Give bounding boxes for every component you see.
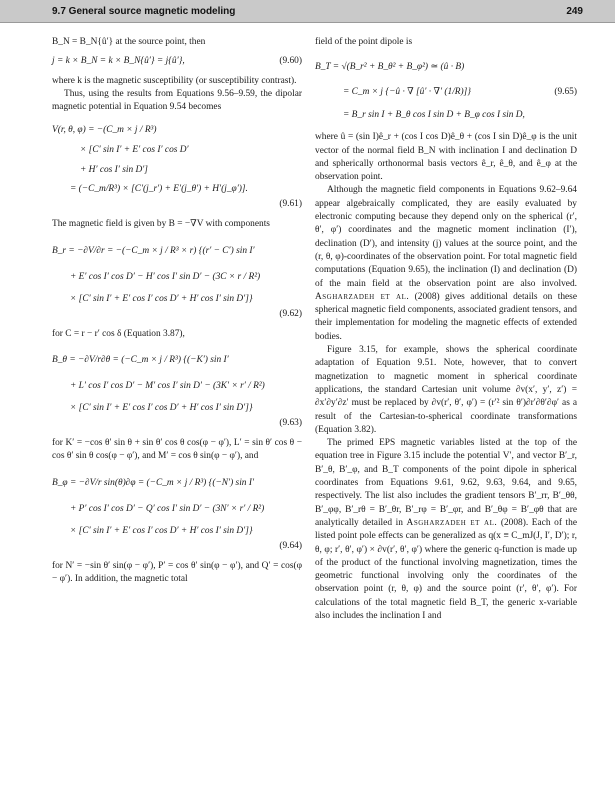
equation-number: (9.61) bbox=[279, 199, 302, 210]
paragraph: for N′ = −sin θ′ sin(φ − φ′), P′ = cos θ′ sin(φ − φ′), and Q′ = cos(φ − φ′). In addition, the magnetic total bbox=[52, 560, 302, 584]
equation-line: + P′ cos I′ cos D′ − Q′ cos I′ sin D′ − (3N′ × r′ / R²) bbox=[70, 503, 265, 514]
equation-line: × [C′ sin I′ + E′ cos I′ cos D′ + H′ cos I′ sin D′]} bbox=[70, 403, 253, 414]
equation-number: (9.60) bbox=[279, 56, 302, 67]
paragraph: The magnetic field is given by B = −∇V with components bbox=[52, 219, 270, 230]
equation-line: × [C′ sin I′ + E′ cos I′ cos D′ bbox=[80, 145, 189, 156]
equation-line: = B_r sin I + B_θ cos I sin D + B_φ cos I sin D, bbox=[343, 110, 525, 121]
paragraph bbox=[315, 437, 577, 623]
intro-line: field of the point dipole is bbox=[315, 37, 413, 47]
equation-9-62 bbox=[52, 238, 302, 322]
equation-9-64 bbox=[52, 470, 302, 554]
equation-line: = (−C_m/R³) × [C′(j_r′) + E′(j_θ′) + H′(j_φ′)]. bbox=[70, 184, 248, 195]
equation-body: j = k × B_N = k × B_N{û′} = j{û′}, bbox=[52, 56, 185, 67]
equation-number: (9.62) bbox=[279, 308, 302, 319]
equation-9-60 bbox=[52, 55, 302, 68]
paragraph-text: Although the magnetic field components in Equations 9.62–9.64 appear algebraically complicated, they are easily evaluated by electronic computing because they depend only on the spherical (r′, θ′, φ′) coordinates and the magnetic moment inclination (I′), declination (D′), and intensity (j) values at the source point, and the (r, θ, φ)-coordinates of the observation point. For total magnetic field computations (Equation 9.65), the inclination (I) and declination (D) of the main field at the observation point are also involved. bbox=[315, 185, 577, 289]
citation-author: Asgharzadeh et al. bbox=[406, 517, 498, 528]
paragraph: where û = (sin I)ê_r + (cos I cos D)ê_θ + (cos I sin D)ê_φ is the unit vector of the normal field B_N with inclination I and declination D and spherically orthonormal basis vectors ê_r, ê_θ, and ê_φ at the observation point. bbox=[315, 132, 577, 183]
equation-number: (9.65) bbox=[554, 87, 577, 98]
equation-line: × [C′ sin I′ + E′ cos I′ cos D′ + H′ cos I′ sin D′]} bbox=[70, 293, 253, 304]
paragraph: where k is the magnetic susceptibility (or susceptibility contrast). bbox=[52, 75, 297, 86]
page-number: 249 bbox=[566, 6, 583, 17]
paragraph-text: (2008) gives additional details on these spherical magnetic field components, associated gradient tensors, and their implementation for modeling the magnetic effects of extended bodies. bbox=[315, 291, 577, 342]
equation-9-65 bbox=[315, 55, 577, 125]
paragraph-text: The primed EPS magnetic variables listed at the top of the equation tree in Figure 3.15 include the potential V′, and vector B′_r, B′_θ, B′_φ, and B_T components of the point dipole in spherical coordinates from Equations 9.61, 9.62, 9.63, 9.64, and 9.65, respectively. The list also includes the gradient tensors B′_rr, B′_θθ, B′_φφ, B′_rθ = B′_θr, B′_rφ = B′_φr, and B′_θφ = B′_φθ that are analytically detailed in bbox=[315, 438, 577, 528]
paragraph: Figure 3.15, for example, shows the spherical coordinate adaptation of Equation 9.51. Note, however, that to convert magnetization to magnetic moment in spherical coordinate applications, the standard Cartesian unit volume ∂v(x′, y′, z′) = ∂x′∂y′∂z′ must be replaced by ∂v(r′, θ′, φ′) = (r′² sin θ′)∂r′∂θ′∂φ′ as a result of the Cartesian-to-spherical coordinate transformations (Equation 3.82). bbox=[315, 345, 577, 435]
paragraph: Thus, using the results from Equations 9.56–9.59, the dipolar magnetic potential in Equation 9.54 becomes bbox=[52, 88, 302, 113]
equation-number: (9.63) bbox=[279, 418, 302, 429]
equation-9-61 bbox=[52, 120, 302, 212]
equation-line: V(r, θ, φ) = −(C_m × j / R³) bbox=[52, 125, 157, 136]
equation-line: + H′ cos I′ sin D′] bbox=[80, 165, 148, 176]
citation-author: Asgharzadeh et al. bbox=[315, 291, 410, 302]
equation-line: B_φ = −∂V/r sin(θ)∂φ = (−C_m × j / R³) {(−N′) sin I′ bbox=[52, 477, 255, 488]
equation-line: B_r = −∂V/∂r = −(−C_m × j / R³ × r) {(r′ − C′) sin I′ bbox=[52, 245, 255, 256]
equation-number: (9.64) bbox=[279, 540, 302, 551]
paragraph: for K′ = −cos θ′ sin θ + sin θ′ cos θ cos(φ − φ′), L′ = sin θ′ cos θ − cos θ′ sin θ cos(φ − φ′), and M′ = cos θ sin(φ − φ′), and bbox=[52, 438, 302, 462]
paragraph bbox=[315, 184, 577, 344]
equation-line: × [C′ sin I′ + E′ cos I′ cos D′ + H′ cos I′ sin D′]} bbox=[70, 525, 253, 536]
equation-line: B_θ = −∂V/r∂θ = (−C_m × j / R³) {(−K′) sin I′ bbox=[52, 355, 229, 366]
equation-line bbox=[315, 79, 577, 105]
equation-body: = C_m × j {−û · ∇ [û′ · ∇′ (1/R)]} bbox=[343, 87, 472, 98]
equation-line: + L′ cos I′ cos D′ − M′ cos I′ sin D′ − (3K′ × r′ / R²) bbox=[70, 381, 265, 392]
equation-line: + E′ cos I′ cos D′ − H′ cos I′ sin D′ − (3C × r / R²) bbox=[70, 271, 261, 282]
equation-9-63 bbox=[52, 347, 302, 431]
running-header bbox=[0, 0, 615, 23]
paragraph: for C = r − r′ cos δ (Equation 3.87), bbox=[52, 328, 185, 339]
paragraph-text: (2008). Each of the listed point pole effects can be generalized as q(x ≡ C_mJ(J, I′, D′); r, θ, φ; r′, θ′, φ′) × ∂v(r′, θ′, φ′) where the generic q-function is made up of the product of the functional involving magnetization, times the geometric functional involving only the coordinates of the observation point (r, θ, φ) and the source point (r′, θ′, φ′). For calculations of the total magnetic field B_T, the generic x-variable also includes the inclination I and bbox=[315, 517, 578, 621]
right-column bbox=[315, 36, 577, 623]
equation-line: B_T = √(B_r² + B_θ² + B_φ²) ≃ (û · B) bbox=[315, 62, 465, 73]
left-column bbox=[52, 36, 302, 586]
section-title: 9.7 General source magnetic modeling bbox=[52, 6, 236, 17]
intro-line: B_N = B_N{û′} at the source point, then bbox=[52, 37, 206, 47]
